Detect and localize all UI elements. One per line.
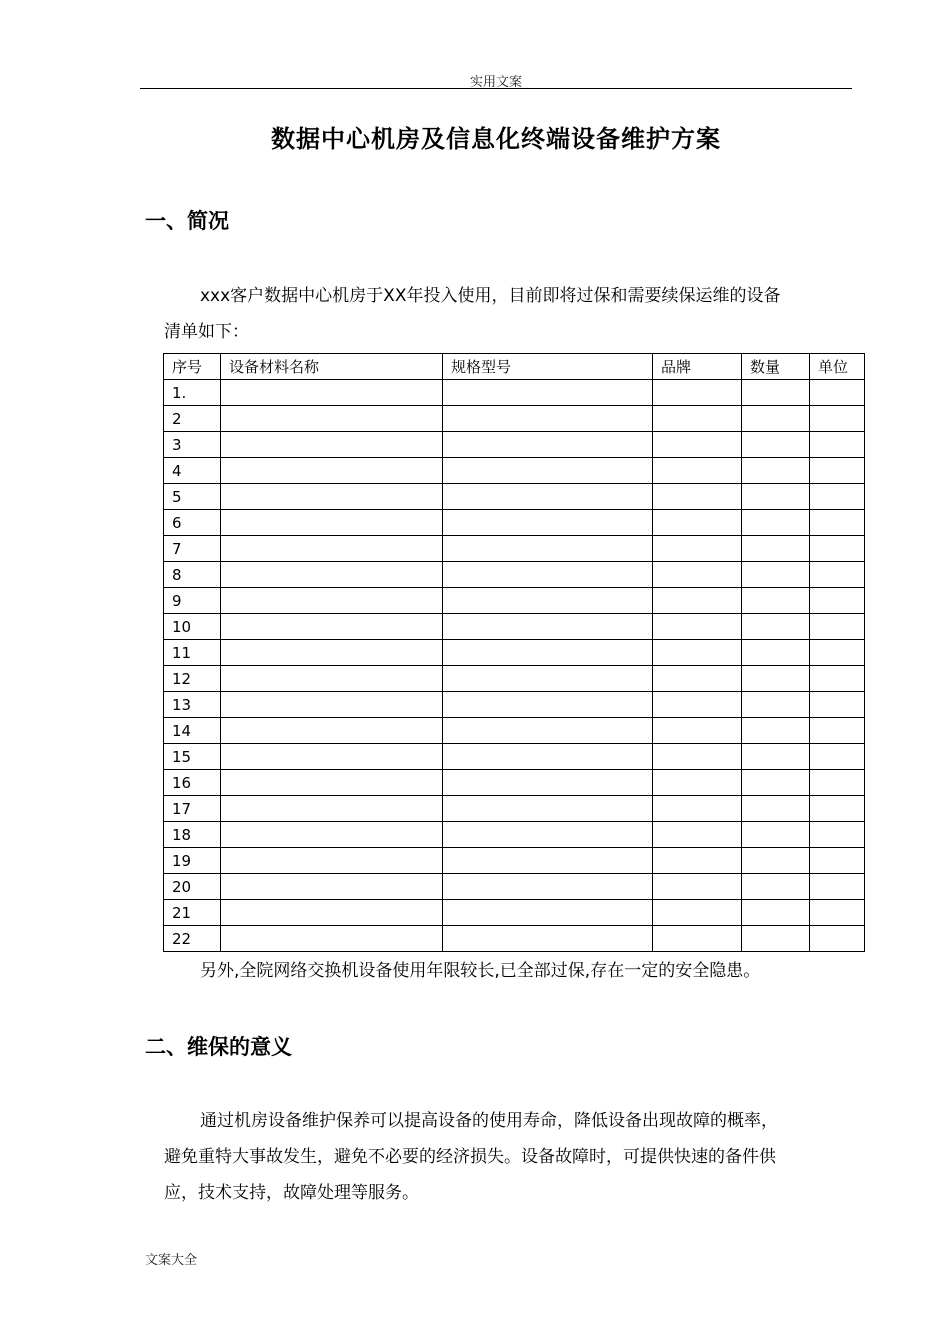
overview-paragraph [164,278,854,350]
table-cell [653,770,742,796]
table-cell [653,796,742,822]
table-row [164,536,865,562]
table-cell [810,536,865,562]
table-cell [742,458,810,484]
row-index-cell: 11 [164,640,221,666]
table-cell [443,926,653,952]
table-cell [653,666,742,692]
table-cell [443,900,653,926]
table-cell [653,614,742,640]
table-cell [653,874,742,900]
table-cell [443,666,653,692]
table-cell [653,692,742,718]
table-cell [443,718,653,744]
table-cell [742,874,810,900]
equipment-table [163,353,865,952]
table-cell [221,848,443,874]
table-cell [810,744,865,770]
table-cell [810,458,865,484]
row-index-cell: 2 [164,406,221,432]
significance-line-1: 通过机房设备维护保养可以提高设备的使用寿命，降低设备出现故障的概率， [200,1111,778,1131]
table-cell [443,380,653,406]
col-header-model: 规格型号 [443,354,653,380]
table-cell [742,432,810,458]
row-index-cell: 7 [164,536,221,562]
table-cell [810,796,865,822]
table-cell [742,484,810,510]
table-cell [653,900,742,926]
row-index-cell: 6 [164,510,221,536]
table-cell [443,770,653,796]
table-cell [221,666,443,692]
table-cell [810,562,865,588]
row-index-cell: 4 [164,458,221,484]
table-cell [221,406,443,432]
section-heading-overview: 一、简况 [145,209,229,233]
table-row [164,796,865,822]
table-cell [443,692,653,718]
row-index-cell: 19 [164,848,221,874]
table-cell [443,822,653,848]
row-index-cell: 15 [164,744,221,770]
table-cell [443,510,653,536]
table-cell [221,900,443,926]
col-header-brand: 品牌 [653,354,742,380]
table-cell [653,380,742,406]
table-row [164,588,865,614]
significance-line-2: 避免重特大事故发生，避免不必要的经济损失。设备故障时，可提供快速的备件供 [164,1147,776,1167]
table-cell [742,848,810,874]
table-cell [221,822,443,848]
table-cell [653,536,742,562]
table-row [164,926,865,952]
table-cell [443,744,653,770]
table-cell [810,874,865,900]
table-cell [653,718,742,744]
col-header-name: 设备材料名称 [221,354,443,380]
document-title: 数据中心机房及信息化终端设备维护方案 [271,125,721,153]
table-cell [810,848,865,874]
row-index-cell: 10 [164,614,221,640]
header-divider [140,88,852,89]
table-cell [221,770,443,796]
table-cell [443,484,653,510]
page-header: 实用文案 [469,75,522,90]
row-index-cell: 5 [164,484,221,510]
overview-line-2: 清单如下： [164,322,249,342]
row-index-cell: 22 [164,926,221,952]
table-cell [221,614,443,640]
table-cell [653,406,742,432]
row-index-cell: 16 [164,770,221,796]
table-cell [221,432,443,458]
table-cell [653,926,742,952]
table-cell [221,796,443,822]
row-index-cell: 8 [164,562,221,588]
table-cell [742,640,810,666]
table-cell [742,510,810,536]
table-row [164,510,865,536]
table-cell [653,432,742,458]
table-cell [443,614,653,640]
table-row [164,562,865,588]
table-cell [443,536,653,562]
table-row [164,640,865,666]
table-row [164,614,865,640]
table-cell [653,822,742,848]
row-index-cell: 1. [164,380,221,406]
table-cell [443,588,653,614]
table-cell [221,458,443,484]
table-cell [742,822,810,848]
table-cell [810,406,865,432]
row-index-cell: 13 [164,692,221,718]
table-cell [653,640,742,666]
table-cell [810,666,865,692]
table-cell [221,380,443,406]
table-cell [810,692,865,718]
table-cell [742,380,810,406]
section-heading-significance: 二、维保的意义 [145,1035,292,1059]
row-index-cell: 9 [164,588,221,614]
table-cell [221,588,443,614]
table-cell [653,744,742,770]
col-header-index: 序号 [164,354,221,380]
table-cell [742,614,810,640]
table-cell [742,692,810,718]
table-cell [221,692,443,718]
table-cell [810,718,865,744]
table-row [164,822,865,848]
table-row [164,692,865,718]
table-row [164,484,865,510]
table-cell [810,822,865,848]
table-cell [443,874,653,900]
table-cell [742,406,810,432]
table-row [164,874,865,900]
table-cell [742,718,810,744]
table-cell [443,432,653,458]
table-cell [742,926,810,952]
overview-line-1: xxx客户数据中心机房于XX年投入使用，目前即将过保和需要续保运维的设备 [200,286,781,306]
table-cell [443,848,653,874]
significance-paragraph [164,1103,854,1211]
row-index-cell: 12 [164,666,221,692]
col-header-unit: 单位 [810,354,865,380]
table-row [164,900,865,926]
row-index-cell: 17 [164,796,221,822]
table-cell [221,926,443,952]
table-cell [742,744,810,770]
table-cell [810,614,865,640]
table-cell [810,588,865,614]
table-cell [742,900,810,926]
significance-line-3: 应，技术支持，故障处理等服务。 [164,1183,419,1203]
table-cell [742,588,810,614]
table-cell [810,484,865,510]
table-row [164,380,865,406]
row-index-cell: 3 [164,432,221,458]
table-row [164,744,865,770]
table-cell [443,458,653,484]
table-cell [810,926,865,952]
table-cell [221,874,443,900]
table-cell [742,796,810,822]
table-cell [443,796,653,822]
table-cell [221,536,443,562]
row-index-cell: 21 [164,900,221,926]
table-cell [810,770,865,796]
table-cell [742,770,810,796]
table-cell [653,848,742,874]
table-cell [221,484,443,510]
table-cell [443,562,653,588]
table-cell [221,744,443,770]
table-cell [810,380,865,406]
table-cell [810,900,865,926]
table-cell [653,484,742,510]
table-row [164,666,865,692]
table-row [164,432,865,458]
table-cell [221,510,443,536]
table-cell [810,640,865,666]
table-cell [653,562,742,588]
table-body [164,380,865,952]
table-cell [653,458,742,484]
page-footer: 文案大全 [145,1253,198,1268]
table-cell [742,562,810,588]
table-row [164,770,865,796]
table-header-row [164,354,865,380]
table-cell [742,536,810,562]
table-cell [810,510,865,536]
row-index-cell: 20 [164,874,221,900]
table-cell [653,510,742,536]
row-index-cell: 14 [164,718,221,744]
table-row [164,406,865,432]
table-cell [443,406,653,432]
table-row [164,848,865,874]
table-cell [653,588,742,614]
table-cell [443,640,653,666]
table-cell [221,718,443,744]
table-cell [221,640,443,666]
row-index-cell: 18 [164,822,221,848]
table-row [164,718,865,744]
table-cell [742,666,810,692]
table-row [164,458,865,484]
table-cell [810,432,865,458]
table-cell [221,562,443,588]
col-header-quantity: 数量 [742,354,810,380]
security-note: 另外,全院网络交换机设备使用年限较长,已全部过保,存在一定的安全隐患。 [200,961,761,981]
